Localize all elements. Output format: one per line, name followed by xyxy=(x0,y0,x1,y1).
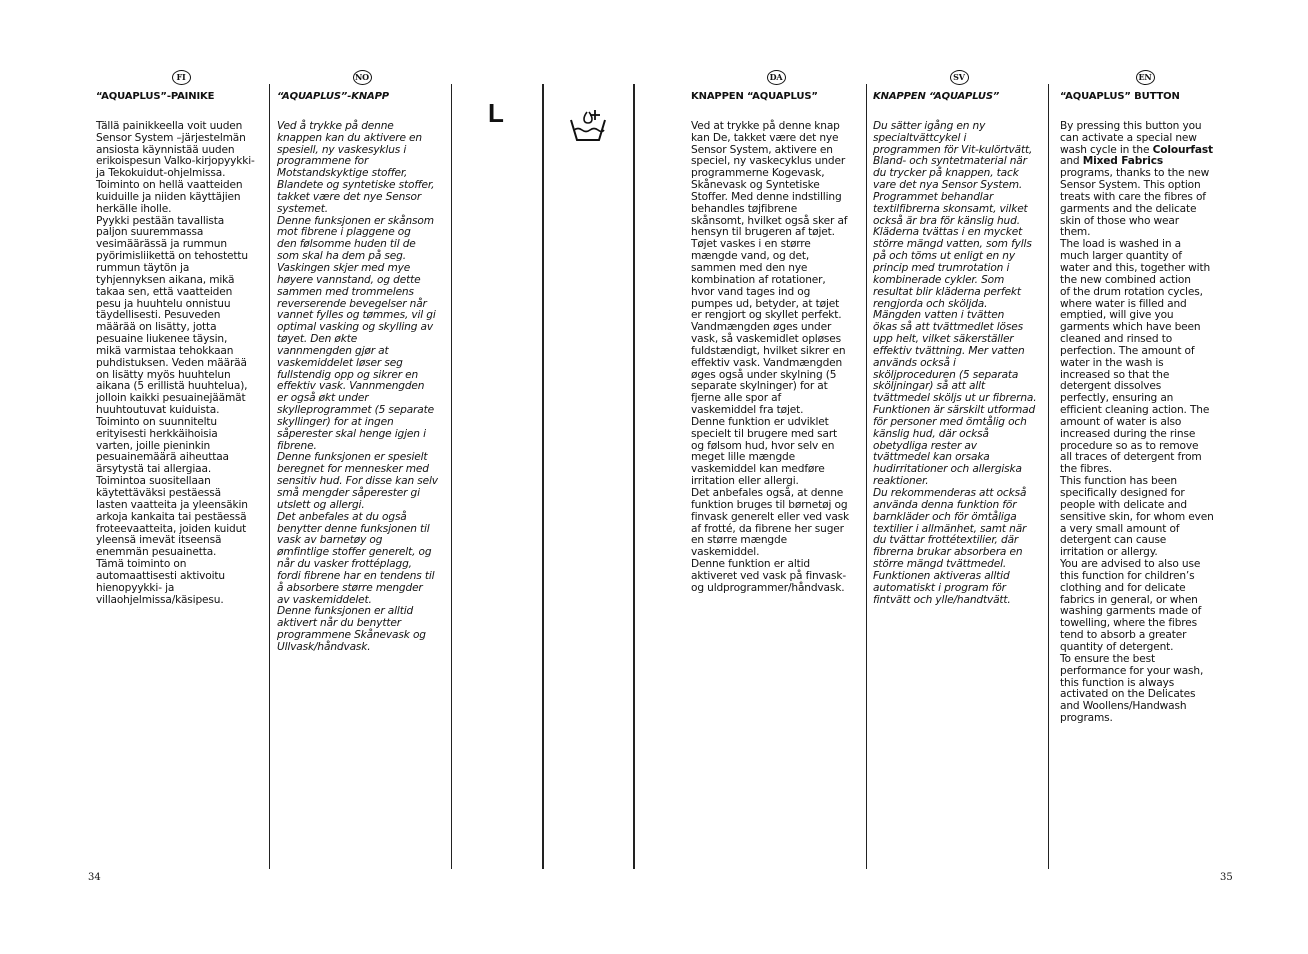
body-text-en-and: and xyxy=(1060,155,1080,168)
column-divider xyxy=(269,84,270,869)
column-divider xyxy=(1048,84,1049,869)
heading-fi: “AQUAPLUS”-PAINIKE xyxy=(96,91,215,102)
heading-no: “AQUAPLUS”-KNAPP xyxy=(277,91,389,102)
column-divider xyxy=(633,84,635,869)
page-number-left: 34 xyxy=(88,872,101,883)
program-mixed-fabrics: Mixed Fabrics xyxy=(1082,155,1164,168)
column-divider xyxy=(542,84,544,869)
body-text-en-rest: programs, thanks to the new Sensor System. This option treats with care the fibres of garments and the delicate skin of those who wear them. The load is washed in a much larger quantity of water and this, together with the new combined action of the drum rotation cycles, where water is filled and emptied, will give you garments which have been cleaned and rinsed to perfection. The amount of water in the wash is increased so that the detergent dissolves perfectly, ensuring an efficient cleaning action. The amount of water is also increased during the rinse procedure so as to remove all traces of detergent from the fibres. This function has been specifically designed for people with delicate and sensitive skin, for whom even a very small amount of detergent can cause irritation or allergy. You are advised to also use this function for children’s clothing and for delicate fabrics in general, or when washing garments made of towelling, where the fibres tend to absorb a greater quantity of detergent. To ensure the best performance for your wash, this function is always activated on the Delicates and Woollens/Handwash programs. xyxy=(1060,167,1214,725)
body-text-no: Ved å trykke på denne knappen kan du aktivere en spesiell, ny vaskesyklus i programmene for Motstandskyktige stoffer, Blandete og syntetiske stoffer, takket være det nye Sensor systemet. Denne funksjonen er skånsom mot fibrene i plaggene og den følsomme huden til de som skal ha dem på seg. Vaskingen skjer med mye høyere vannstand, og dette sammen med trommelens reverserende bevegelser når vannet fylles og tømmes, vil gi optimal vasking og skylling av tøyet. Den økte vannmengden gjør at vaskemiddelet løser seg fullstendig opp og sikrer en effektiv vask. Vannmengden er også økt under skylleprogrammet (5 separate skyllinger) for at ingen såperester skal henge igjen i fibrene. Denne funksjonen er spesielt beregnet for mennesker med sensitiv hud. For disse kan selv små mengder såperester gi utslett og allergi. Det anbefales at du også benytter denne funksjonen til vask av barnetøy og ømfintlige stoffer generelt, og når du vasker frottéplagg, fordi fibrene har en tendens til å absorbere større mengder av vaskemiddelet. Denne funksjonen er alltid aktivert når du benytter programmene Skånevask og Ullvask/håndvask. xyxy=(277,119,438,653)
body-text-sv: Du sätter igång en ny specialtvättcykel i programmen för Vit-kulörtvätt, Bland- och syntetmaterial när du trycker på knappen, tack vare det nya Sensor System. Programmet behandlar textilfibrerna skonsamt, vilket också är bra för känslig hud. Kläderna tvättas i en mycket större mängd vatten, som fylls på och töms ut enligt en ny princip med trumrotation i kombinerade cykler. Som resultat blir kläderna perfekt rengjorda och sköljda. Mängden vatten i tvätten ökas så att tvättmedlet löses upp helt, vilket säkerställer effektiv tvättning. Mer vatten används också i sköljproceduren (5 separata sköljningar) så att allt tvättmedel sköljs ut ur fibrerna. Funktionen är särskilt utformad för personer med ömtålig och känslig hud, där också obetydliga rester av tvättmedel kan orsaka hudirritationer och allergiska reaktioner. Du rekommenderas att också använda denna funktion för barnkläder och för ömtåliga textilier i allmänhet, samt när du tvättar frottétextilier, där fibrerna brukar absorbera en större mängd tvättmedel. Funktionen aktiveras alltid automatiskt i program för fintvätt och ylle/handtvätt. xyxy=(873,119,1037,606)
language-badge-fi: FI xyxy=(172,70,191,85)
language-badge-no: NO xyxy=(353,70,372,85)
body-text-en xyxy=(1060,121,1230,725)
column-sv xyxy=(873,70,1045,606)
body-text-da: Ved at trykke på denne knap kan De, takket være det nye Sensor System, aktivere en speciel, ny vaskecyklus under programmerne Kogevask, Skånevask og Syntetiske Stoffer. Med denne indstilling behandles tøjfibrene skånsomt, hvilket også sker af hensyn til brugeren af tøjet. Tøjet vaskes i en større mængde vand, og det, sammen med den nye kombination af rotationer, hvor vand tages ind og pumpes ud, betyder, at tøjet er rengjort og skyllet perfekt. Vandmængden øges under vask, så vaskemidlet opløses fuldstændigt, hvilket sikrer en effektiv vask. Vandmængden øges også under skylning (5 separate skylninger) for at fjerne alle spor af vaskemiddel fra tøjet. Denne funktion er udviklet specielt til brugere med sart og følsom hud, hvor selv en meget lille mængde vaskemiddel kan medføre irritation eller allergi. Det anbefales også, at denne funktion bruges til børnetøj og finvask generelt eller ved vask af frotté, da fibrene her suger en større mængde vaskemiddel. Denne funktion er altid aktiveret ved vask på finvask- og uldprogrammer/håndvask. xyxy=(691,119,850,594)
column-divider xyxy=(451,84,452,869)
program-colourfast: Colourfast xyxy=(1152,143,1213,156)
language-badge-en: EN xyxy=(1136,70,1155,85)
heading-en: “AQUAPLUS” BUTTON xyxy=(1060,91,1180,102)
column-divider xyxy=(866,84,867,869)
column-da xyxy=(691,70,861,595)
column-en xyxy=(1060,70,1230,725)
body-text-en-intro: By pressing this button you can activate a special new wash cycle in the xyxy=(1060,119,1202,156)
heading-sv: KNAPPEN “AQUAPLUS” xyxy=(873,91,1000,102)
heading-da: KNAPPEN “AQUAPLUS” xyxy=(691,91,818,102)
body-text-fi: Tällä painikkeella voit uuden Sensor System –järjestelmän ansiosta käynnistää uuden erikoispesun Valko-kirjopyykki- ja Tekokuidut-ohjelmissa. Toiminto on hellä vaatteiden kuiduille ja niiden käyttäjien herkälle iholle. Pyykki pestään tavallista paljon suuremmassa vesimäärässä ja rummun pyörimisliikettä on tehostettu rummun täytön ja tyhjennyksen aikana, mikä takaa sen, että vaatteiden pesu ja huuhtelu onnistuu täydellisesti. Pesuveden määrää on lisätty, jotta pesuaine liukenee täysin, mikä varmistaa tehokkaan puhdistuksen. Veden määrää on lisätty myös huuhtelun aikana (5 erillistä huuhtelua), jolloin kaikki pesuainejäämät huuhtoutuvat kuiduista. Toiminto on suunniteltu erityisesti herkkäihoisia varten, joille pieninkin pesuainemäärä aiheuttaa ärsytystä tai allergiaa. Toimintoa suositellaan käytettäväksi pestäessä lasten vaatteita ja yleensäkin arkoja kankaita tai pestäessä froteevaatteita, joiden kuidut yleensä imevät itseensä enemmän pesuainetta. Tämä toiminto on automaattisesti aktivoitu hienopyykki- ja villaohjelmissa/käsipesu. xyxy=(96,119,255,606)
section-letter: L xyxy=(488,98,504,128)
language-badge-da: DA xyxy=(767,70,786,85)
column-fi xyxy=(96,70,266,606)
language-badge-sv: SV xyxy=(950,70,969,85)
page-number-right: 35 xyxy=(1220,872,1233,883)
aquaplus-wash-icon xyxy=(568,106,608,146)
column-no xyxy=(277,70,447,654)
